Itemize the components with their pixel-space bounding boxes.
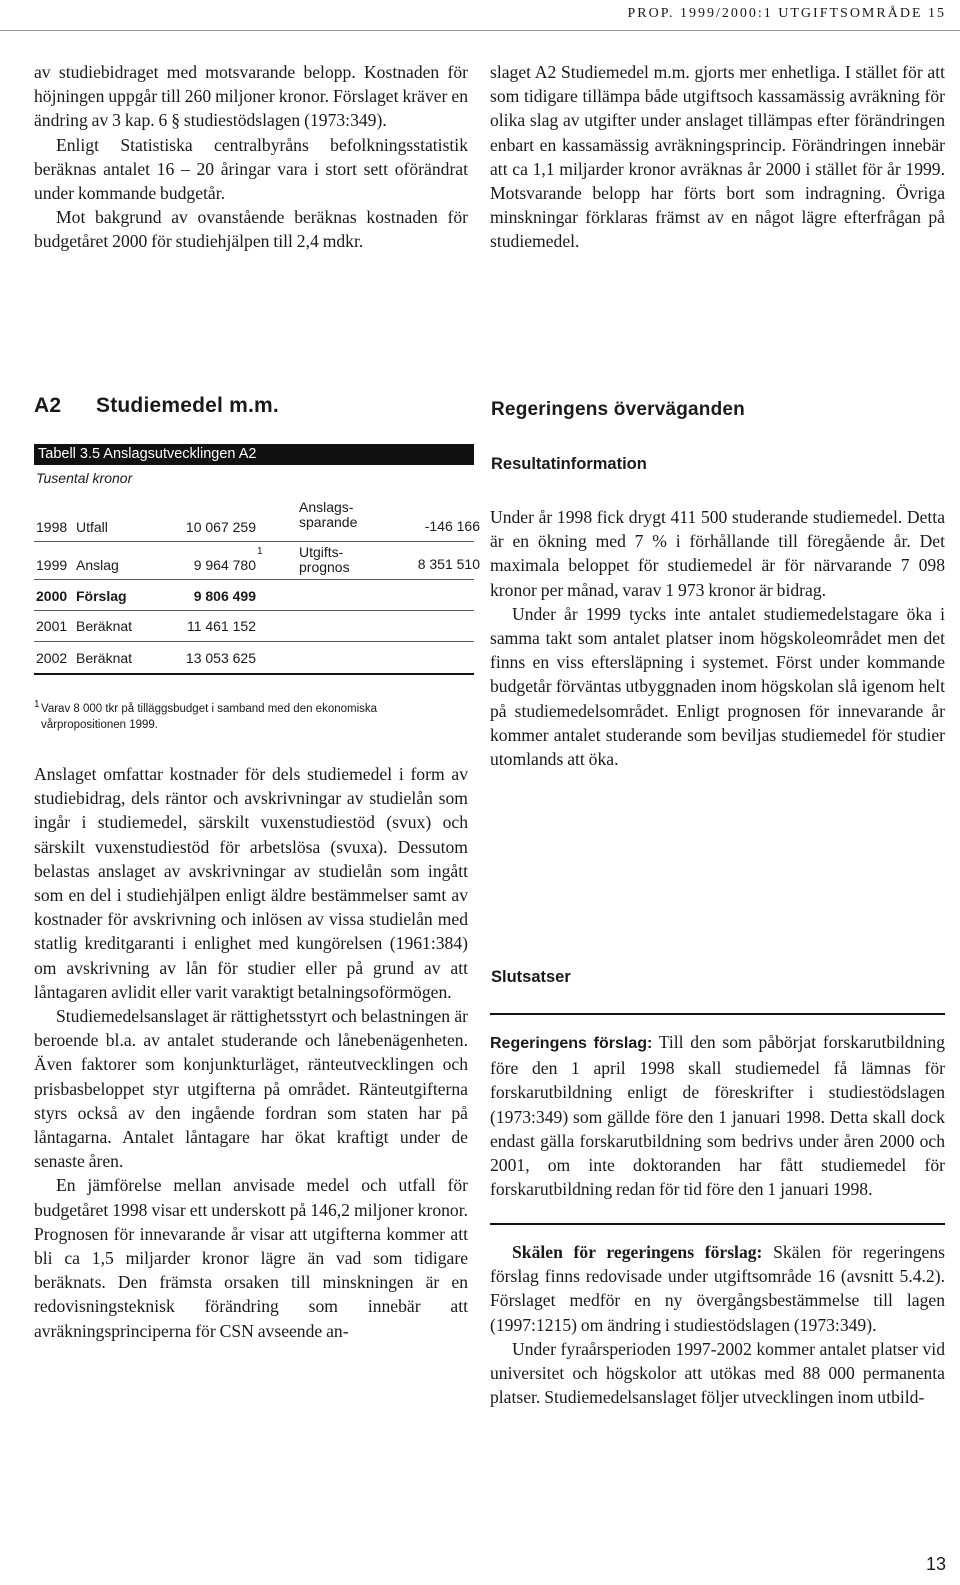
section-code: A2 [34, 394, 62, 417]
row-label: Anslag [76, 557, 119, 573]
footnote-mark: 1 [257, 546, 263, 557]
utgiftsprognos-value: 8 351 510 [417, 556, 480, 572]
paragraph: Anslaget omfattar kostnader för dels studiemedel i form av studiebidrag, dels räntor och avskrivningar av studielån som ingår i studiemedel, särskilt vuxenstudiestöd (svux) och särskilt vuxenstudiestöd för arbetslösa (svuxa). Dessutom belastas anslaget av avskrivningar av studielån som ingått som en del i studiehjälpen enligt äldre bestämmelser samt av kostnader för avskrivning och inlösen av vissa studielån med statlig kreditgaranti i enlighet med kungörelsen (1961:384) om avskrivning av lån för studier eller på grund av att låntagaren avlidit eller varit varaktigt betalningsoförmögen. [34, 764, 468, 1002]
paragraph: Under år 1999 tycks inte antalet studiemedelstagare öka i samma takt som antalet platser inom högskoleområdet men det finns en viss eftersläpning i systemet. Först under kommande budgetår förväntas utbyggnaden inom högskolan slå igenom helt på studiemedelsområdet. Enligt prognosen för innevarande år kommer antalet studerande som beviljas studiemedel för studier utomlands att öka. [490, 603, 945, 770]
row-year: 2002 [36, 650, 68, 666]
side-label-line: prognos [299, 559, 350, 575]
anslagssparande-label [299, 500, 357, 530]
section-heading: Regeringens överväganden [491, 399, 745, 420]
row-label: Beräknat [76, 618, 133, 634]
row-year: 2000 [36, 588, 68, 604]
proposal-bottom-rule [490, 1223, 945, 1225]
row-year: 2001 [36, 618, 68, 634]
proposal-top-rule [490, 1013, 945, 1015]
proposal-box [490, 1030, 945, 1201]
utgiftsprognos-label [299, 545, 350, 575]
row-value: 10 067 259 [185, 519, 256, 535]
paragraph: Enligt Statistiska centralbyråns befolkningsstatistik beräknas antalet 16 – 20 åringar vara i stort sett oförändrat under kommande budgetår. [34, 134, 468, 204]
side-label-line: Anslags- [299, 499, 354, 515]
paragraph: En jämförelse mellan anvisade medel och utfall för budgetåret 1998 visar ett underskott på 146,2 miljoner kronor. Prognosen för innevarande år visar att utgifterna kommer att bli ca 1,5 miljarder kronor lägre än vad som tidigare beräknats. Den främsta orsaken till minskningen är en redovisningsteknisk förändring som innebär att avräkningsprinciperna för CSN avseende an- [34, 1175, 468, 1341]
row-value: 11 461 152 [186, 618, 256, 634]
table-bottom-rule [34, 673, 474, 675]
right-body-text [490, 505, 945, 771]
paragraph: Mot bakgrund av ovanstående beräknas kostnaden för budgetåret 2000 för studiehjälpen till 2,4 mdkr. [34, 207, 468, 252]
subsection-heading: Slutsatser [491, 968, 571, 986]
left-top-text [34, 60, 468, 254]
row-year: 1998 [36, 519, 68, 535]
paragraph: Studiemedelsanslaget är rättighetsstyrt och belastningen är beroende bl.a. av antalet studerande och lånebenägenheten. Även faktorer som konjunkturläget, ränteutvecklingen och prisbasbeloppet styr utgifterna på området. Ränteutgifterna styrs också av den ingående fordran som staten har på låntagarna. Antalet låntagare har ökat kraftigt under de senaste åren. [34, 1006, 468, 1172]
section-title: Studiemedel m.m. [96, 394, 279, 417]
table-title: Tabell 3.5 Anslagsutvecklingen A2 [34, 444, 474, 465]
right-top-text [490, 60, 945, 254]
table-footnote: Varav 8 000 tkr på tilläggsbudget i samband med den ekonomiska vårpropositionen 1999. [41, 703, 378, 731]
reasons-paragraph [490, 1240, 945, 1337]
anslagssparande-value: -146 166 [424, 518, 480, 534]
running-head: PROP. 1999/2000:1 UTGIFTSOMRÅDE 15 [627, 6, 946, 21]
row-value: 9 964 780 [193, 557, 256, 573]
left-body-text [34, 762, 468, 1343]
paragraph: Under år 1998 fick drygt 411 500 studerande studiemedel. Detta är en ökning med 7 % i förhållande till föregående år. Det maximala beloppet för studiemedel är för närvarande 7 098 kronor per månad, varav 1 973 kronor är bidrag. [490, 507, 945, 600]
table-rule [34, 641, 474, 642]
side-label-line: Utgifts- [299, 544, 344, 560]
row-label: Beräknat [76, 650, 133, 666]
row-label: Utfall [76, 519, 108, 535]
proposal-paragraph [490, 1030, 945, 1201]
paragraph: slaget A2 Studiemedel m.m. gjorts mer enhetliga. I stället för att som tidigare tillämpa både utgiftsoch kassamässig avräkning för olika slag av utgifter under anslaget tillämpas efter förändringen enbart en kassamässig avräkningsprincip. Förändringen innebär att ca 1,1 miljarder kronor avräknas år 2000 i stället för år 1999. Motsvarande belopp har förts bort som indragning. Övriga minskningar förklaras främst av en något lägre efterfrågan på studiemedel. [490, 62, 945, 252]
paragraph: Under fyraårsperioden 1997-2002 kommer antalet platser vid universitet och högskolor att utökas med 88 000 permanenta platser. Studiemedelsanslaget följer utvecklingen inom utbild- [490, 1338, 945, 1408]
table-rule [34, 610, 474, 611]
subsection-heading: Resultatinformation [491, 455, 647, 473]
proposal-label: Regeringens förslag: [490, 1035, 653, 1052]
footnote-number: 1 [34, 699, 40, 710]
side-label-line: sparande [299, 514, 358, 530]
table-rule [34, 579, 474, 580]
row-value: 13 053 625 [185, 650, 256, 666]
row-value: 9 806 499 [193, 588, 256, 604]
header-rule [0, 30, 960, 31]
paragraph: av studiebidraget med motsvarande belopp. Kostnaden för höjningen uppgår till 260 miljoner kronor. Förslaget kräver en ändring av 3 kap. 6 § studiestödslagen (1973:349). [34, 62, 468, 131]
table-rule [34, 541, 474, 542]
row-label: Förslag [76, 588, 127, 604]
row-year: 1999 [36, 557, 68, 573]
proposal-text: Till den som påbörjat forskarutbildning före den 1 april 1998 skall studiemedel få lämnas för forskarutbildning enligt de föreskrifter i studiestödslagen (1973:349) som gällde före den 1 januari 1998. Detta skall dock endast gälla forskarutbildning som bedrivs under åren 2000 och 2001, om inte doktoranden har fått studiemedel för forskarutbildning redan för tid före den 1 januari 1998. [490, 1032, 945, 1200]
reasons-text [490, 1240, 945, 1409]
reasons-label: Skälen för regeringens förslag: [512, 1242, 763, 1262]
table-subtitle: Tusental kronor [36, 470, 133, 486]
reasons-text-span: Skälen för regeringens förslag finns redovisade under utgiftsområde 16 (avsnitt 5.4.2). Förslaget medför en ny övergångsbestämmelse till lagen (1997:1215) om ändring i studiestödslagen (1973:349). [490, 1242, 945, 1335]
page-number: 13 [925, 1554, 946, 1574]
